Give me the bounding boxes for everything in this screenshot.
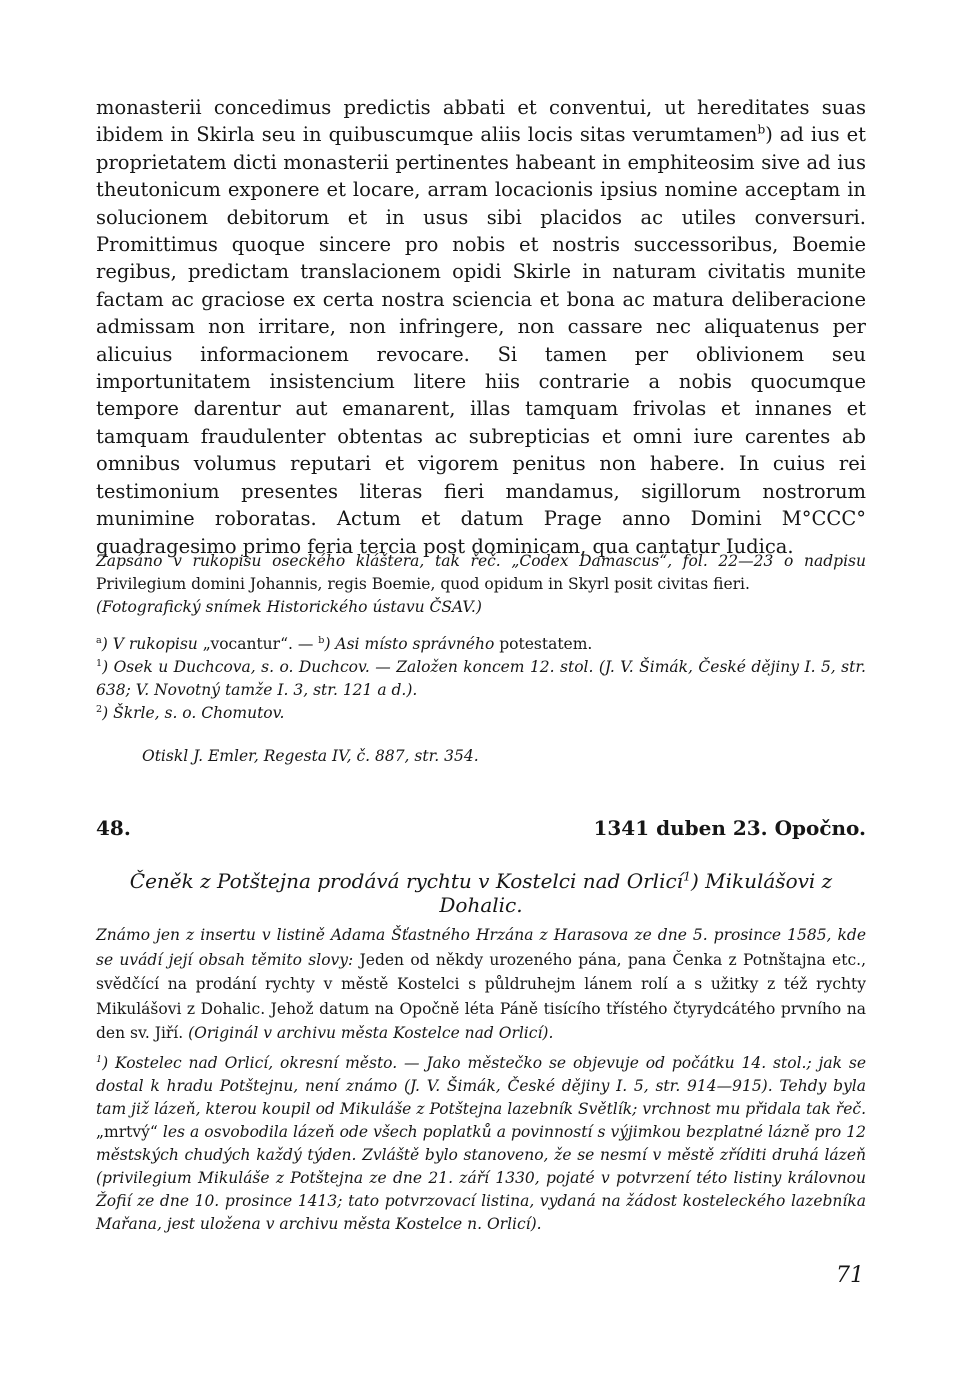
source-note-2 — [96, 923, 866, 1046]
source-note-2-paragraph — [96, 923, 866, 1046]
source-note-paragraph — [96, 550, 866, 619]
footnote-1 — [96, 656, 866, 702]
document-title-text: ) Mikulášovi z Dohalic. — [439, 869, 833, 917]
source-note-italic: Zapsáno v rukopisu oseckého kláštera, tak řeč. „Codex Damascus“, fol. 22—23 o nadpisu — [96, 552, 866, 570]
footnote-text: potestatem. — [499, 635, 593, 653]
document-header — [96, 816, 866, 846]
footnote-text: ) Škrle, s. o. Chomutov. — [102, 704, 285, 722]
footnote-text: ) Kostelec nad Orlicí, okresní město. — Jako městečko se objevuje od počátku 14. stol.; jak se dostal k hradu Potštejnu, není známo (J. V. Šimák, České dějiny I. 5, str. 914—915). Tehdy byla tam již lázeň, kterou koupil od Mikuláše z Potštejna lazebník Světlík; vrchnost mu přidala tak řeč. — [96, 1054, 866, 1118]
source-note-regular: Privilegium domini Johannis, regis Boemie, quod opidum in Skyrl posit civitas fieri. — [96, 575, 750, 593]
footnote-text: „mrtvý“ — [96, 1123, 158, 1141]
document-title-text: Čeněk z Potštejna prodává rychtu v Kostelci nad Orlicí — [129, 869, 684, 893]
source-note-photo: (Fotografický snímek Historického ústavu ČSAV.) — [96, 598, 482, 616]
footnote-2-1 — [96, 1052, 866, 1236]
page-number: 71 — [836, 1263, 864, 1288]
footnote-mark: a — [96, 634, 102, 646]
footnote-mark: 2 — [96, 703, 103, 715]
printed-in-note: Otiskl J. Emler, Regesta IV, č. 887, str. 354. — [142, 747, 479, 765]
footnote-mark: 1 — [96, 657, 103, 669]
footnote-mark: b — [318, 634, 325, 646]
source-note-2-italic: Známo jen z insertu v listině Adama Šťastného Hrzána z Harasova ze dne 5. prosince 1585, kde se uvádí její obsah těmito slovy: — [96, 926, 866, 969]
footnote-a-b — [96, 633, 866, 656]
source-note-2-regular: Jeden od někdy urozeného pána, pana Čenka z Potnštajna etc., svědčící na prodání rychty v městě Kostelci s půldruhejm lánem rolí a s užitky z též rychty Mikulášovi z Dohalic. Jehož datum na Opočně léta Páně tisícího třístého čtyrydcátého prvního na den sv. Jiří. — [96, 950, 866, 1042]
footnote-text: ) Asi místo správného — [324, 635, 500, 653]
footnotes — [96, 633, 866, 725]
footnote-2 — [96, 702, 866, 725]
footnote-text: les a osvobodila lázeň ode všech poplatků a povinností s výjimkou bezplatné lázně pro 12 městských chudých každý týden. Zvláště bylo stanoveno, že se nesmí v městě zříditi druhá lázeň (privilegium Mikuláše z Potštejna ze dne 21. září 1330, pojaté v potvrzení této listiny královnou Žofií ze dne 10. prosince 1413; tato potvrzovací listina, vydaná na žádost kosteleckého lazebníka Mařana, jest uložena v archivu města Kostelce n. Orlicí). — [96, 1123, 866, 1233]
document-date-place: 1341 duben 23. Opočno. — [593, 816, 866, 840]
charter-text-part2: ) ad ius et proprietatem dicti monasterii pertinentes habeant in emphiteosim sive ad ius theutonicum exponere et locare, arram locacionis ipsius nomine acceptam in solucionem debitorum et in usus sibi placidos ac utiles conversuri. Promittimus quoque sincere pro nobis et nostris successoribus, Boemie regibus, predictam translacionem opidi Skirle in naturam civitatis munite factam ac graciose ex certa nostra sciencia et bona ac matura deliberacione admissam non irritare, non infringere, non cassare nec aliquatenus per alicuius informacionem revocare. Si tamen per oblivionem seu importunitatem insistencium litere hiis contrarie a nobis quocumque tempore darentur aut emanarent, illas tamquam frivolas et innanes et tamquam fraudulenter obtentas ac subrepticias et omni iure carentes ab omnibus volumus reputari et vigorem penitus non habere. In cuius rei testimonium presentes literas fieri mandamus, sigillorum nostrorum munimine roboratas. Actum et datum Prage anno Domini M°CCC° quadragesimo primo feria tercia post dominicam, qua cantatur Iudica. — [96, 123, 866, 558]
footnote-text: „vocantur“. — — [202, 635, 319, 653]
charter-paragraph — [96, 94, 866, 560]
charter-text-part1: monasterii concedimus predictis abbati et conventui, ut hereditates suas ibidem in Skirla seu in quibuscumque aliis locis sitas verumtamen — [96, 96, 866, 147]
source-note-2-original: (Originál v archivu města Kostelce nad Orlicí). — [188, 1024, 554, 1042]
charter-text — [96, 94, 866, 560]
footnote-text: ) Osek u Duchcova, s. o. Duchcov. — Založen koncem 12. stol. (J. V. Šimák, České dějiny I. 5, str. 638; V. Novotný tamže I. 3, str. 121 a d.). — [96, 658, 866, 699]
document-title — [96, 869, 866, 917]
note-mark-b: b — [757, 122, 766, 137]
footnote-text: ) V rukopisu — [101, 635, 203, 653]
footnote-mark: 1 — [96, 1053, 103, 1065]
document-number: 48. — [96, 816, 131, 840]
source-note — [96, 550, 866, 619]
title-note-mark: 1 — [683, 868, 691, 884]
footnotes-2 — [96, 1052, 866, 1236]
